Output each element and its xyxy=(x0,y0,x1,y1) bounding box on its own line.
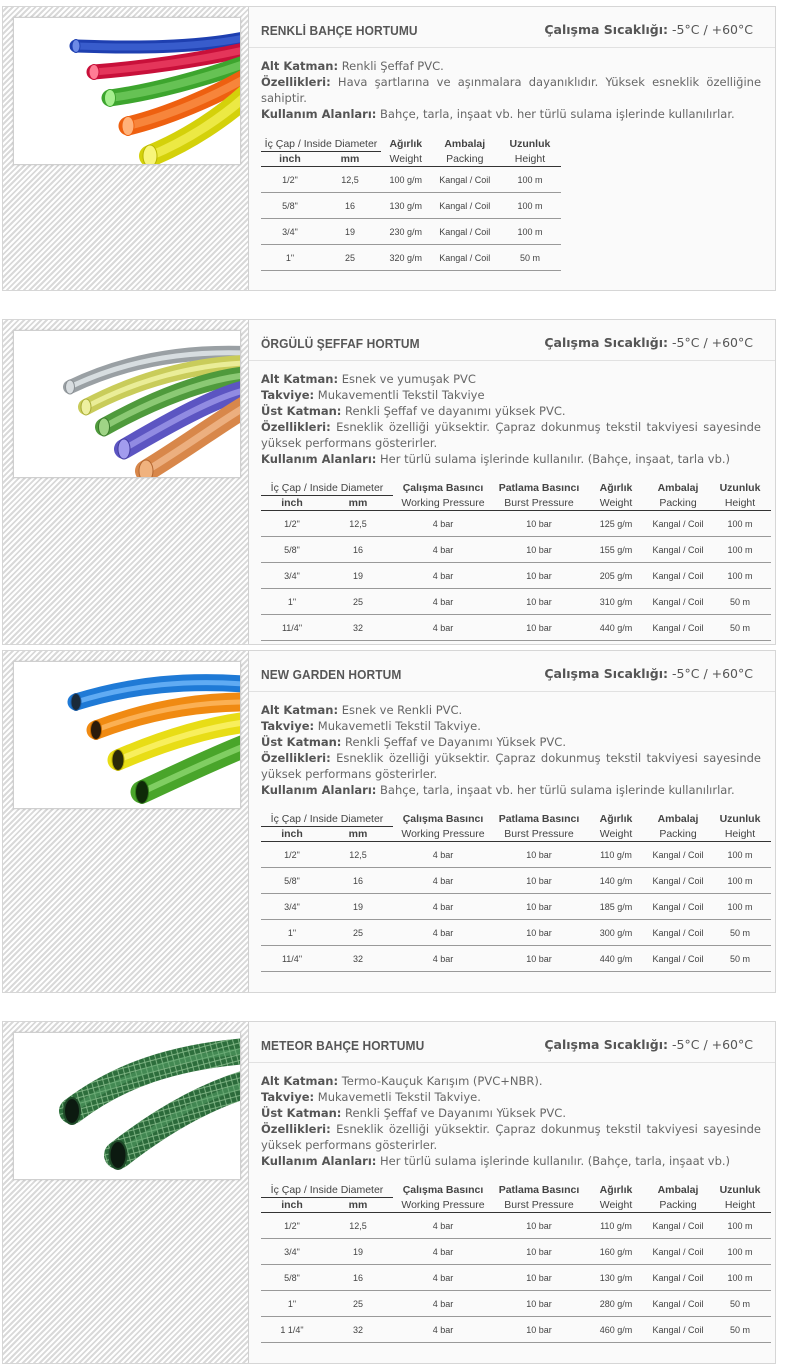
table-cell: 1/2" xyxy=(261,167,319,193)
table-cell: Kangal / Coil xyxy=(647,894,709,920)
working-pressure-header: Çalışma Basıncı xyxy=(402,1183,484,1196)
table-cell: Kangal / Coil xyxy=(431,219,499,245)
table-cell: 10 bar xyxy=(493,1265,585,1291)
working-temperature: Çalışma Sıcaklığı: -5°C / +60°C xyxy=(544,335,753,350)
burst-pressure-header: Patlama Basıncı xyxy=(498,812,580,825)
table-cell: 100 m xyxy=(709,1265,771,1291)
table-cell: 100 m xyxy=(709,1239,771,1265)
table-cell: 10 bar xyxy=(493,511,585,537)
table-cell: Kangal / Coil xyxy=(647,563,709,589)
table-cell: 155 g/m xyxy=(585,537,647,563)
product-description xyxy=(261,1073,761,1169)
table-row xyxy=(261,920,771,946)
length-header: Uzunluk xyxy=(719,1183,761,1196)
product-header xyxy=(249,320,775,361)
product-header xyxy=(249,651,775,692)
product-content xyxy=(249,651,775,992)
table-cell: 19 xyxy=(323,894,393,920)
table-cell: Kangal / Coil xyxy=(647,511,709,537)
spec-table xyxy=(261,480,771,641)
spec-subheader-row xyxy=(261,152,561,167)
table-cell: 4 bar xyxy=(393,1213,493,1239)
desc-line: Özellikleri: Esneklik özelliği yüksektir. Çapraz dokunmuş tekstil takviyesi sayesinde yüksek performans gösterirler. xyxy=(261,1122,762,1152)
table-cell: 300 g/m xyxy=(585,920,647,946)
table-cell: 3/4" xyxy=(261,1239,323,1265)
table-cell: 10 bar xyxy=(493,615,585,641)
table-cell: 50 m xyxy=(709,1317,771,1343)
mm-header: mm xyxy=(323,496,393,511)
table-cell: 32 xyxy=(323,946,393,972)
desc-line: Üst Katman: Renkli Şeffaf ve Dayanımı Yüksek PVC. xyxy=(261,735,566,749)
table-cell: 1/2" xyxy=(261,511,323,537)
mm-header: mm xyxy=(323,1198,393,1213)
product-content xyxy=(249,7,775,290)
table-cell: Kangal / Coil xyxy=(647,1265,709,1291)
table-cell: 10 bar xyxy=(493,1291,585,1317)
spec-subheader-row xyxy=(261,496,771,511)
working-pressure-subheader: Working Pressure xyxy=(393,1198,493,1213)
length-subheader: Height xyxy=(709,1198,771,1213)
weight-header: Ağırlık xyxy=(389,137,423,150)
burst-pressure-subheader: Burst Pressure xyxy=(493,827,585,842)
table-cell: 130 g/m xyxy=(381,193,431,219)
table-row xyxy=(261,1213,771,1239)
table-cell: 50 m xyxy=(709,615,771,641)
table-row xyxy=(261,563,771,589)
desc-line: Özellikleri: Hava şartlarına ve aşınmalara dayanıklıdır. Yüksek esneklik özelliğine sahiptir. xyxy=(261,75,762,105)
table-cell: Kangal / Coil xyxy=(431,167,499,193)
table-cell: 4 bar xyxy=(393,946,493,972)
table-cell: 25 xyxy=(323,589,393,615)
packing-subheader: Packing xyxy=(431,152,499,167)
table-cell: 100 m xyxy=(709,894,771,920)
desc-line: Takviye: Mukavemetli Tekstil Takviye. xyxy=(261,719,481,733)
table-cell: 10 bar xyxy=(493,946,585,972)
desc-line: Kullanım Alanları: Bahçe, tarla, inşaat vb. her türlü sulama işlerinde kullanılırlar. xyxy=(261,107,735,121)
product-title: METEOR BAHÇE HORTUMU xyxy=(261,1038,425,1053)
table-cell: 1" xyxy=(261,920,323,946)
weight-subheader: Weight xyxy=(585,827,647,842)
table-cell: 50 m xyxy=(709,920,771,946)
length-header: Uzunluk xyxy=(719,481,761,494)
table-cell: 4 bar xyxy=(393,1239,493,1265)
table-cell: 3/4" xyxy=(261,219,319,245)
working-pressure-subheader: Working Pressure xyxy=(393,827,493,842)
table-cell: 4 bar xyxy=(393,537,493,563)
table-cell: 140 g/m xyxy=(585,868,647,894)
table-cell: 10 bar xyxy=(493,589,585,615)
table-row xyxy=(261,245,561,271)
packing-header: Ambalaj xyxy=(657,481,699,494)
table-row xyxy=(261,1239,771,1265)
table-cell: 460 g/m xyxy=(585,1317,647,1343)
table-cell: 3/4" xyxy=(261,563,323,589)
table-row xyxy=(261,511,771,537)
table-cell: 230 g/m xyxy=(381,219,431,245)
weight-header: Ağırlık xyxy=(599,1183,633,1196)
table-cell: 12,5 xyxy=(319,167,381,193)
table-row xyxy=(261,219,561,245)
product-image-meteor-hoses[interactable] xyxy=(13,1032,241,1180)
table-cell: 11/4" xyxy=(261,615,323,641)
table-cell: Kangal / Coil xyxy=(431,193,499,219)
table-cell: 185 g/m xyxy=(585,894,647,920)
table-cell: 12,5 xyxy=(323,842,393,868)
desc-line: Takviye: Mukavementli Tekstil Takviye xyxy=(261,388,485,402)
table-cell: 205 g/m xyxy=(585,563,647,589)
table-cell: Kangal / Coil xyxy=(647,920,709,946)
inside-diameter-header: İç Çap / Inside Diameter xyxy=(261,480,393,496)
desc-line: Alt Katman: Esnek ve yumuşak PVC xyxy=(261,372,476,386)
length-header: Uzunluk xyxy=(509,137,551,150)
table-cell: 12,5 xyxy=(323,511,393,537)
spec-header-row xyxy=(261,811,771,827)
table-cell: 16 xyxy=(323,1265,393,1291)
table-cell: 100 g/m xyxy=(381,167,431,193)
table-cell: Kangal / Coil xyxy=(647,615,709,641)
product-image-new-garden-hoses[interactable] xyxy=(13,661,241,809)
table-cell: 1" xyxy=(261,245,319,271)
table-row xyxy=(261,946,771,972)
product-title: RENKLİ BAHÇE HORTUMU xyxy=(261,23,418,38)
packing-header: Ambalaj xyxy=(657,1183,699,1196)
weight-subheader: Weight xyxy=(585,1198,647,1213)
table-cell: 100 m xyxy=(709,868,771,894)
product-image-colored-hoses[interactable] xyxy=(13,17,241,165)
table-row xyxy=(261,842,771,868)
table-cell: 19 xyxy=(323,563,393,589)
table-cell: 50 m xyxy=(709,1291,771,1317)
table-row xyxy=(261,1317,771,1343)
table-cell: 16 xyxy=(323,537,393,563)
inch-header: inch xyxy=(261,496,323,511)
desc-line: Takviye: Mukavemetli Tekstil Takviye. xyxy=(261,1090,481,1104)
weight-subheader: Weight xyxy=(585,496,647,511)
burst-pressure-subheader: Burst Pressure xyxy=(493,1198,585,1213)
table-cell: 4 bar xyxy=(393,920,493,946)
table-row xyxy=(261,537,771,563)
table-cell: 5/8" xyxy=(261,1265,323,1291)
table-cell: Kangal / Coil xyxy=(647,842,709,868)
working-pressure-header: Çalışma Basıncı xyxy=(402,812,484,825)
table-cell: 4 bar xyxy=(393,868,493,894)
desc-line: Kullanım Alanları: Her türlü sulama işlerinde kullanılır. (Bahçe, tarla, inşaat vb.) xyxy=(261,1154,731,1168)
working-temperature: Çalışma Sıcaklığı: -5°C / +60°C xyxy=(544,666,753,681)
table-row xyxy=(261,1265,771,1291)
inch-header: inch xyxy=(261,1198,323,1213)
product-header xyxy=(249,7,775,48)
table-cell: 10 bar xyxy=(493,920,585,946)
product-title: NEW GARDEN HORTUM xyxy=(261,667,402,682)
table-cell: Kangal / Coil xyxy=(647,868,709,894)
table-cell: 110 g/m xyxy=(585,842,647,868)
table-cell: 10 bar xyxy=(493,563,585,589)
table-cell: 4 bar xyxy=(393,589,493,615)
packing-header: Ambalaj xyxy=(444,137,486,150)
table-cell: Kangal / Coil xyxy=(647,589,709,615)
table-cell: 4 bar xyxy=(393,1265,493,1291)
length-subheader: Height xyxy=(499,152,561,167)
table-cell: Kangal / Coil xyxy=(647,1213,709,1239)
desc-line: Kullanım Alanları: Her türlü sulama işlerinde kullanılır. (Bahçe, inşaat, tarla vb.) xyxy=(261,452,731,466)
table-cell: 10 bar xyxy=(493,894,585,920)
table-cell: 32 xyxy=(323,615,393,641)
packing-header: Ambalaj xyxy=(657,812,699,825)
table-cell: Kangal / Coil xyxy=(431,245,499,271)
table-cell: 10 bar xyxy=(493,842,585,868)
table-cell: 5/8" xyxy=(261,193,319,219)
inside-diameter-header: İç Çap / Inside Diameter xyxy=(261,811,393,827)
table-cell: 5/8" xyxy=(261,537,323,563)
table-cell: 25 xyxy=(319,245,381,271)
table-cell: 12,5 xyxy=(323,1213,393,1239)
product-card-meteor xyxy=(2,1021,776,1364)
table-cell: 1" xyxy=(261,1291,323,1317)
weight-header: Ağırlık xyxy=(599,812,633,825)
spec-subheader-row xyxy=(261,1198,771,1213)
product-image-braided-hoses[interactable] xyxy=(13,330,241,478)
table-cell: 50 m xyxy=(709,589,771,615)
working-temperature: Çalışma Sıcaklığı: -5°C / +60°C xyxy=(544,1037,753,1052)
product-description xyxy=(261,58,761,122)
packing-subheader: Packing xyxy=(647,827,709,842)
burst-pressure-subheader: Burst Pressure xyxy=(493,496,585,511)
table-cell: Kangal / Coil xyxy=(647,946,709,972)
desc-line: Üst Katman: Renkli Şeffaf ve Dayanımı Yüksek PVC. xyxy=(261,1106,566,1120)
table-cell: 4 bar xyxy=(393,1317,493,1343)
weight-header: Ağırlık xyxy=(599,481,633,494)
table-cell: Kangal / Coil xyxy=(647,1291,709,1317)
table-cell: 100 m xyxy=(499,219,561,245)
spec-table xyxy=(261,136,561,271)
desc-line: Üst Katman: Renkli Şeffaf ve dayanımı yüksek PVC. xyxy=(261,404,566,418)
table-cell: 320 g/m xyxy=(381,245,431,271)
table-cell: 100 m xyxy=(709,537,771,563)
spec-table xyxy=(261,811,771,972)
table-cell: 280 g/m xyxy=(585,1291,647,1317)
table-cell: 440 g/m xyxy=(585,615,647,641)
table-cell: 16 xyxy=(319,193,381,219)
table-cell: 16 xyxy=(323,868,393,894)
product-description xyxy=(261,371,761,467)
table-cell: 125 g/m xyxy=(585,511,647,537)
table-cell: 440 g/m xyxy=(585,946,647,972)
image-panel xyxy=(3,320,249,644)
table-cell: Kangal / Coil xyxy=(647,1317,709,1343)
table-cell: 100 m xyxy=(499,167,561,193)
product-content xyxy=(249,320,775,644)
image-panel xyxy=(3,1022,249,1363)
table-cell: 100 m xyxy=(709,511,771,537)
product-card-new-garden xyxy=(2,650,776,993)
table-cell: 1/2" xyxy=(261,1213,323,1239)
length-subheader: Height xyxy=(709,496,771,511)
table-cell: 4 bar xyxy=(393,563,493,589)
spec-subheader-row xyxy=(261,827,771,842)
working-temperature: Çalışma Sıcaklığı: -5°C / +60°C xyxy=(544,22,753,37)
table-cell: 3/4" xyxy=(261,894,323,920)
image-panel xyxy=(3,7,249,290)
image-panel xyxy=(3,651,249,992)
table-cell: 10 bar xyxy=(493,1239,585,1265)
desc-line: Alt Katman: Esnek ve Renkli PVC. xyxy=(261,703,463,717)
inch-header: inch xyxy=(261,827,323,842)
desc-line: Alt Katman: Termo-Kauçuk Karışım (PVC+NBR). xyxy=(261,1074,543,1088)
table-cell: 100 m xyxy=(709,842,771,868)
desc-line: Özellikleri: Esneklik özelliği yüksektir. Çapraz dokunmuş tekstil takviyesi sayesinde yüksek performans gösterirler. xyxy=(261,420,762,450)
table-cell: 4 bar xyxy=(393,894,493,920)
table-cell: 110 g/m xyxy=(585,1213,647,1239)
table-cell: 100 m xyxy=(709,1213,771,1239)
table-cell: 100 m xyxy=(499,193,561,219)
working-pressure-subheader: Working Pressure xyxy=(393,496,493,511)
mm-header: mm xyxy=(319,152,381,167)
table-row xyxy=(261,615,771,641)
table-cell: 10 bar xyxy=(493,1213,585,1239)
table-cell: 130 g/m xyxy=(585,1265,647,1291)
length-subheader: Height xyxy=(709,827,771,842)
product-content xyxy=(249,1022,775,1363)
table-cell: 4 bar xyxy=(393,615,493,641)
table-cell: 10 bar xyxy=(493,1317,585,1343)
table-cell: 1" xyxy=(261,589,323,615)
product-title: ÖRGÜLÜ ŞEFFAF HORTUM xyxy=(261,336,420,351)
table-cell: 19 xyxy=(323,1239,393,1265)
inch-header: inch xyxy=(261,152,319,167)
table-row xyxy=(261,167,561,193)
table-cell: 160 g/m xyxy=(585,1239,647,1265)
table-cell: 25 xyxy=(323,920,393,946)
table-row xyxy=(261,894,771,920)
product-description xyxy=(261,702,761,798)
table-cell: 10 bar xyxy=(493,868,585,894)
working-pressure-header: Çalışma Basıncı xyxy=(402,481,484,494)
weight-subheader: Weight xyxy=(381,152,431,167)
packing-subheader: Packing xyxy=(647,1198,709,1213)
table-cell: 11/4" xyxy=(261,946,323,972)
table-cell: Kangal / Coil xyxy=(647,1239,709,1265)
product-header xyxy=(249,1022,775,1063)
table-cell: 50 m xyxy=(499,245,561,271)
table-cell: 25 xyxy=(323,1291,393,1317)
table-cell: 1/2" xyxy=(261,842,323,868)
table-cell: Kangal / Coil xyxy=(647,537,709,563)
table-cell: 10 bar xyxy=(493,537,585,563)
table-cell: 19 xyxy=(319,219,381,245)
table-cell: 50 m xyxy=(709,946,771,972)
product-card-renkli xyxy=(2,6,776,291)
table-cell: 4 bar xyxy=(393,842,493,868)
table-cell: 310 g/m xyxy=(585,589,647,615)
spec-header-row xyxy=(261,480,771,496)
inside-diameter-header: İç Çap / Inside Diameter xyxy=(261,1182,393,1198)
table-cell: 100 m xyxy=(709,563,771,589)
table-row xyxy=(261,589,771,615)
desc-line: Alt Katman: Renkli Şeffaf PVC. xyxy=(261,59,444,73)
table-row xyxy=(261,868,771,894)
table-cell: 4 bar xyxy=(393,1291,493,1317)
burst-pressure-header: Patlama Basıncı xyxy=(498,481,580,494)
table-row xyxy=(261,193,561,219)
mm-header: mm xyxy=(323,827,393,842)
table-cell: 4 bar xyxy=(393,511,493,537)
spec-header-row xyxy=(261,136,561,152)
table-cell: 1 1/4" xyxy=(261,1317,323,1343)
table-cell: 5/8" xyxy=(261,868,323,894)
burst-pressure-header: Patlama Basıncı xyxy=(498,1183,580,1196)
product-card-orgulu xyxy=(2,319,776,645)
spec-table xyxy=(261,1182,771,1343)
table-cell: 32 xyxy=(323,1317,393,1343)
spec-header-row xyxy=(261,1182,771,1198)
table-row xyxy=(261,1291,771,1317)
desc-line: Özellikleri: Esneklik özelliği yüksektir. Çapraz dokunmuş tekstil takviyesi sayesinde yüksek performans gösterirler. xyxy=(261,751,762,781)
packing-subheader: Packing xyxy=(647,496,709,511)
inside-diameter-header: İç Çap / Inside Diameter xyxy=(261,136,381,152)
desc-line: Kullanım Alanları: Bahçe, tarla, inşaat vb. her türlü sulama işlerinde kullanılırlar. xyxy=(261,783,735,797)
length-header: Uzunluk xyxy=(719,812,761,825)
